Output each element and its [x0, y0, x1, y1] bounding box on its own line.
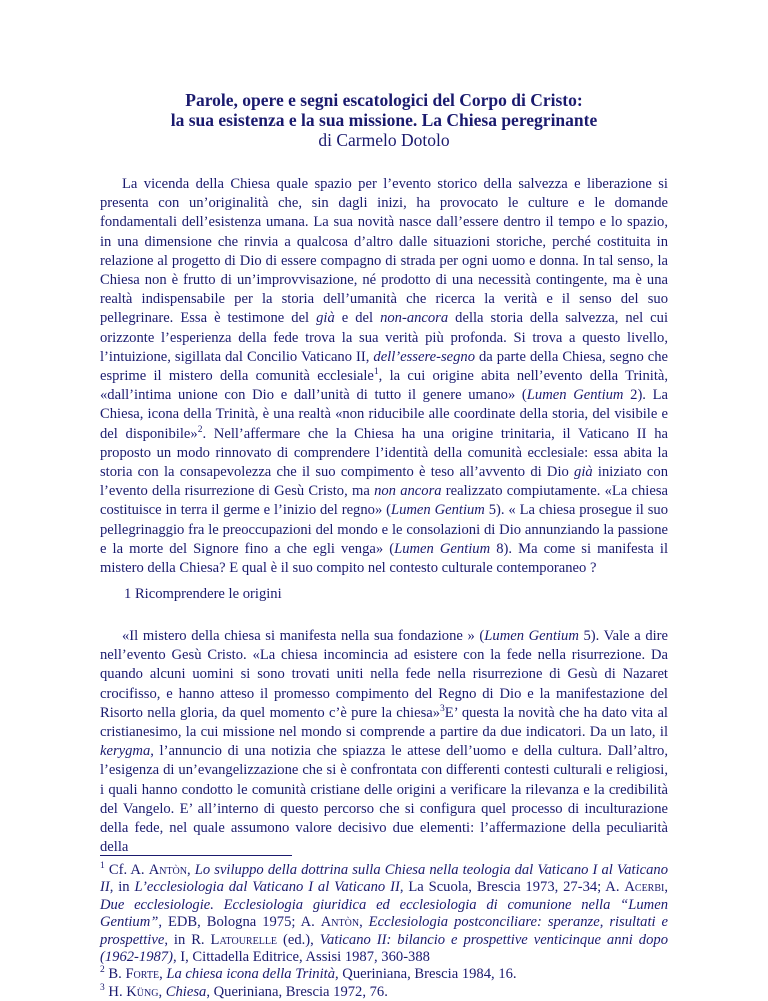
footnote-1: $^1$ Cf. A. Antòn, Lo sviluppo della dottrina sulla Chiesa nella teologia dal Vaticano I al Vaticano II, in L’ecclesiologia dal Vaticano I al Vaticano II, La Scuola, Brescia 1973, 27-34; A. Acerbi, Due ecclesiologie. Ecclesiologia giuridica ed ecclesiologia di comunione nella “Lumen Gentium”, EDB, Bologna 1975; A. Antòn, Ecclesiologia postconciliare: speranze, risultati e prospettive, in R. Latourelle (ed.), Vaticano II: bilancio e prospettive venticinque anni dopo (1962-1987), I, Cittadella Editrice, Assisi 1987, 360-388 — [100, 861, 669, 966]
title-block — [100, 90, 668, 150]
footnotes — [100, 862, 668, 1001]
title-line-2: la sua esistenza e la sua missione. La Chiesa peregrinante — [170, 110, 598, 130]
author-line: di Carmelo Dotolo — [318, 130, 450, 150]
footnote-2: $^2$ B. Forte, La chiesa icona della Trinità, Queriniana, Brescia 1984, 16. — [100, 965, 517, 983]
intro-paragraph-block — [100, 175, 668, 578]
title-line-1: Parole, opere e segni escatologici del Corpo di Cristo: — [185, 90, 583, 110]
footnote-3: $^3$ H. Küng, Chiesa, Queriniana, Brescia 1972, 76. — [100, 982, 388, 1000]
footnote-separator — [100, 855, 292, 856]
section1-paragraph: «Il mistero della chiesa si manifesta nella sua fondazione » (Lumen Gentium 5). Vale a dire nell’evento Gesù Cristo. «La chiesa incomincia ad esistere con la fede nella risurrezione. Da quando alcuni uomini si sono trovati uniti nella fede nella risurrezione di Gesù di Nazaret crocifisso, e hanno atteso il promesso compimento del Regno di Dio e la manifestazione del Risorto nella gloria, da quel momento c’è pure la chiesa»$^3$E’ questa la novità che ha dato vita al cristianesimo, la cui missione nel mondo si comprende a partire da due indicatori. Da un lato, il kerygma, l’annuncio di una notizia che spiazza le attese dell’uomo e della cultura. Dall’altro, l’esigenza di un’evangelizzazione che si è confrontata con differenti contesti culturali e religiosi, i quali hanno condotto le comunità cristiane delle origini a verificare la rilevanza e la credibilità del Vangelo. E’ all’interno di questo percorso che si configura quel processo di inculturazione della fede, nel quale assumono valore decisivo due elementi: l’affermazione della peculiarità della — [100, 628, 669, 856]
footnote-ref-2[interactable]: 2 — [197, 424, 203, 435]
intro-paragraph: La vicenda della Chiesa quale spazio per l’evento storico della salvezza e liberazione si presenta con un’originalità che, sin dagli inizi, ha provocato le culture e le domande fondamentali dell’esistenza umana. La sua novità nasce dall’essere dentro il tempo e lo spazio, in una dimensione che rinvia a qualcosa d’altro dalle situazioni storiche, perché costituita in relazione al progetto di Dio di essere compagno di strada per ogni uomo e donna. In tal senso, la Chiesa non è frutto di un’improvvisazione, né prodotto di una necessità contingente, ma è una realtà indispensabile per la storia dell’umanità che ricerca la verità e il senso del suo pellegrinare. Essa è testimone del già e del non-ancora della storia della salvezza, nel cui orizzonte l’esperienza della fede trova la sua verità più profonda. Si trova a questo livello, l’intuizione, sigillata dal Concilio Vaticano II, dell’essere-segno da parte della Chiesa, segno che esprime il mistero della comunità ecclesiale$^1$, la cui origine abita nell’evento della Trinità, «dall’intima unione con Dio e dall’unità di tutto il genere umano» (Lumen Gentium 2). La Chiesa, icona della Trinità, è una realtà «non riducibile alle coordinate della storia, del visibile e del disponibile»$^2$. Nell’affermare che la Chiesa ha una origine trinitaria, il Vaticano II ha proposto un modo rinnovato di comprendere l’identità della comunità ecclesiale: essa abita la storia con la consapevolezza che il suo compimento è teso all’avvento di Dio già iniziato con l’evento della risurrezione di Gesù Cristo, ma non ancora realizzato compiutamente. «La chiesa costituisce in terra il germe e l’inizio del regno» (Lumen Gentium 5). « La chiesa prosegue il suo pellegrinaggio fra le preoccupazioni del mondo e le consolazioni di Dio annunziando la passione e la morte del Signore fino a che egli venga» (Lumen Gentium 8). Ma come si manifesta il mistero della Chiesa? E qual è il suo compito nel contesto culturale contemporaneo ? — [100, 176, 669, 577]
section-heading: 1 Ricomprendere le origini — [124, 586, 282, 602]
footnote-ref-1[interactable]: 1 — [373, 367, 379, 378]
section1-paragraph-block — [100, 627, 668, 857]
footnote-ref-3[interactable]: 3 — [440, 703, 445, 714]
